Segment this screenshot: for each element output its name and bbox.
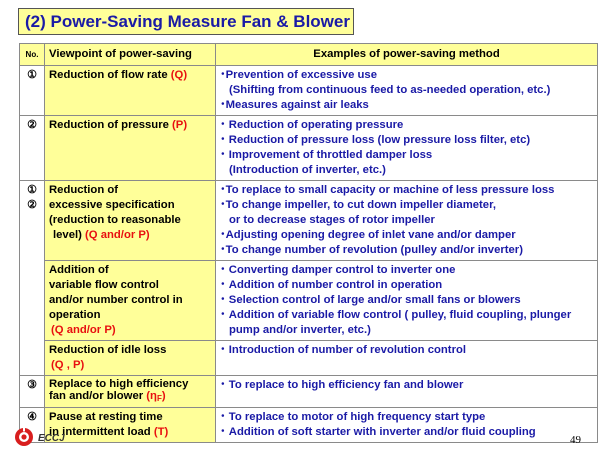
examples-cell: ･ To replace to high efficiency fan and blower [216, 376, 598, 408]
examples-cell: ･To replace to small capacity or machine of less pressure loss ･To change impeller, to cut down impeller diameter, or to decrease stages of rotor impeller ･Adjusting opening degree of inlet vane and/or damper ･To change number of revolution (pulley and/or inverter) [216, 181, 598, 261]
table-row [20, 66, 598, 116]
viewpoint-cell: Pause at resting time in intermittent load (T) [45, 408, 216, 443]
table-row [20, 261, 598, 341]
table-row [20, 376, 598, 408]
examples-cell: ･Prevention of excessive use (Shifting from continuous feed to as-needed operation, etc.) ･Measures against air leaks [216, 66, 598, 116]
viewpoint-cell: Replace to high efficiency fan and/or blower (ηF) [45, 376, 216, 408]
viewpoint-cell: Reduction of flow rate (Q) [45, 66, 216, 116]
viewpoint-cell: Addition of variable flow control and/or number control in operation (Q and/or P) [45, 261, 216, 341]
measures-table [19, 43, 598, 443]
row-number: ① [20, 66, 45, 116]
eccj-logo-icon [14, 427, 34, 447]
examples-cell: ･ Converting damper control to inverter one ･ Addition of number control in operation ･ Selection control of large and/or small fans or blowers ･ Addition of variable flow control ( pulley, fluid coupling, plunger pump and/or inverter, etc.) [216, 261, 598, 341]
table-row [20, 116, 598, 181]
viewpoint-cell: Reduction of excessive specification (reduction to reasonable level) (Q and/or P) [45, 181, 216, 261]
examples-cell: ･ Introduction of number of revolution control [216, 341, 598, 376]
table-row [20, 181, 598, 261]
brand-name: ECCJ [38, 433, 65, 444]
row-number: ② [20, 116, 45, 181]
examples-cell: ･ Reduction of operating pressure ･ Reduction of pressure loss (low pressure loss filter, etc) ･ Improvement of throttled damper loss (Introduction of inverter, etc.) [216, 116, 598, 181]
header-examples: Examples of power-saving method [216, 44, 598, 66]
header-viewpoint: Viewpoint of power-saving [45, 44, 216, 66]
row-number: ④ [20, 408, 45, 443]
header-no: No. [20, 44, 45, 66]
table-row [20, 341, 598, 376]
viewpoint-cell: Reduction of pressure (P) [45, 116, 216, 181]
table-header-row [20, 44, 598, 66]
examples-cell: ･ To replace to motor of high frequency start type ･ Addition of soft starter with inverter and/or fluid coupling [216, 408, 598, 443]
page-number: 49 [570, 434, 581, 446]
row-number: ③ [20, 376, 45, 408]
page-title: (2) Power-Saving Measure Fan & Blower [18, 8, 354, 35]
row-number: ① ② [20, 181, 45, 376]
table-row [20, 408, 598, 443]
viewpoint-cell: Reduction of idle loss (Q , P) [45, 341, 216, 376]
